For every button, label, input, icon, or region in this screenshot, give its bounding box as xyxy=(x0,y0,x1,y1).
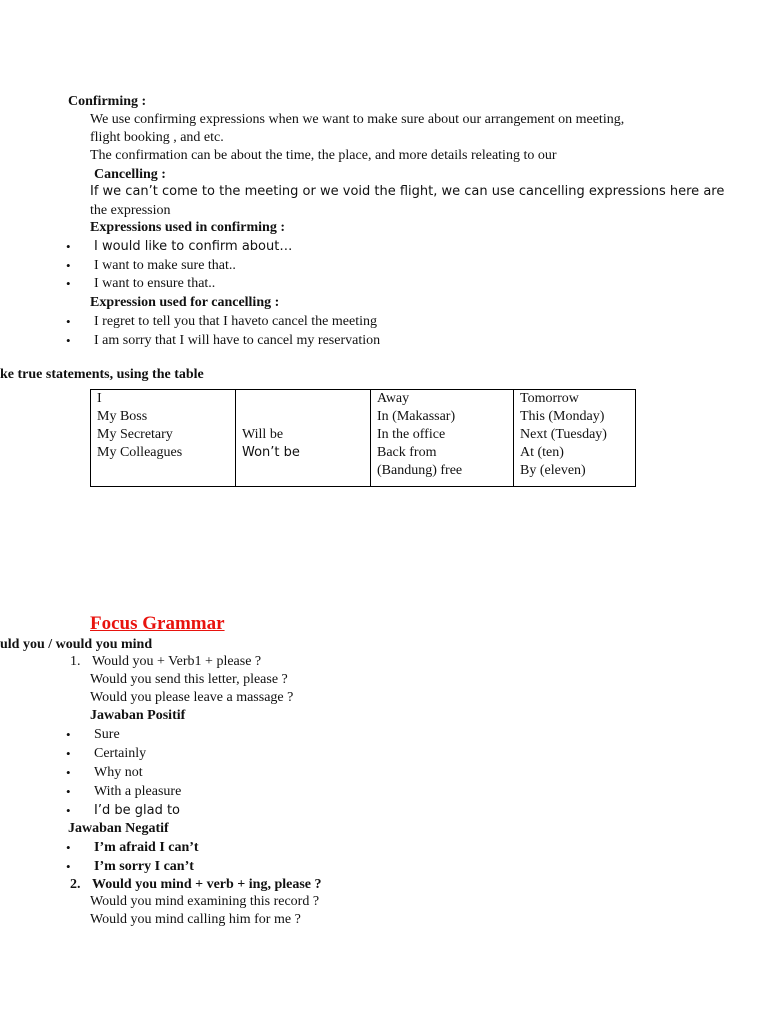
table-cell: By (eleven) xyxy=(520,463,586,478)
item-1-example-2: Would you please leave a massage ? xyxy=(90,690,294,705)
positive-item-4: With a pleasure xyxy=(94,784,182,799)
bullet-icon: • xyxy=(66,784,71,799)
table-row xyxy=(91,390,636,487)
table-cell: This (Monday) xyxy=(520,409,605,424)
confirming-line-1: We use confirming expressions when we want to make sure about our arrangement on meeting, xyxy=(90,112,625,127)
negative-item-1: I’m afraid I can’t xyxy=(94,840,199,855)
confirming-heading: Confirming : xyxy=(68,94,147,109)
time-column xyxy=(514,390,636,487)
focus-subtitle: uld you / would you mind xyxy=(0,637,153,652)
table-cell: My Boss xyxy=(97,409,148,424)
bullet-icon: • xyxy=(66,803,71,818)
bullet-icon: • xyxy=(66,727,71,742)
item-2-text: Would you mind + verb + ing, please ? xyxy=(92,877,322,892)
confirming-expressions-heading: Expressions used in confirming : xyxy=(90,220,285,235)
bullet-icon: • xyxy=(66,765,71,780)
focus-grammar-title: Focus Grammar xyxy=(90,613,225,634)
negative-heading: Jawaban Negatif xyxy=(68,821,169,836)
table-intro: ke true statements, using the table xyxy=(0,367,204,382)
bullet-icon: • xyxy=(66,746,71,761)
confirming-expression-3: I want to ensure that.. xyxy=(94,276,216,291)
table-cell: In (Makassar) xyxy=(377,409,456,424)
bullet-icon: • xyxy=(66,258,71,273)
table-cell: Will be xyxy=(242,427,284,442)
table-cell: Away xyxy=(377,391,410,406)
cancelling-line-2: the expression xyxy=(90,203,171,218)
item-2-example-2: Would you mind calling him for me ? xyxy=(90,912,301,927)
cancelling-expression-2: I am sorry that I will have to cancel my reservation xyxy=(94,333,381,348)
table-cell: At (ten) xyxy=(520,445,564,460)
table-cell: In the office xyxy=(377,427,446,442)
confirming-expression-2: I want to make sure that.. xyxy=(94,258,236,273)
subject-column xyxy=(91,390,236,487)
negative-item-2: I’m sorry I can’t xyxy=(94,859,194,874)
positive-item-3: Why not xyxy=(94,765,143,780)
cancelling-expression-1: I regret to tell you that I haveto cancel the meeting xyxy=(94,314,377,329)
item-1-text: Would you + Verb1 + please ? xyxy=(92,654,262,669)
table-cell: My Secretary xyxy=(97,427,173,442)
item-1-number: 1. xyxy=(70,654,81,669)
bullet-icon: • xyxy=(66,859,71,874)
item-1-example-1: Would you send this letter, please ? xyxy=(90,672,288,687)
positive-item-2: Certainly xyxy=(94,746,147,761)
item-2-number: 2. xyxy=(70,877,81,892)
cancelling-heading: Cancelling : xyxy=(94,167,166,182)
table-cell: Next (Tuesday) xyxy=(520,427,607,442)
positive-heading: Jawaban Positif xyxy=(90,708,186,723)
bullet-icon: • xyxy=(66,276,71,291)
positive-item-1: Sure xyxy=(94,727,120,742)
cancelling-line-1: If we can’t come to the meeting or we void the flight, we can use cancelling expressions here are xyxy=(90,184,725,199)
table-cell: (Bandung) free xyxy=(377,463,463,478)
verb-column xyxy=(236,390,371,487)
bullet-icon: • xyxy=(66,333,71,348)
table-cell: I xyxy=(97,391,102,406)
positive-item-5: I’d be glad to xyxy=(94,803,180,818)
confirming-expression-1: I would like to confirm about… xyxy=(94,239,293,254)
bullet-icon: • xyxy=(66,314,71,329)
cancelling-expressions-heading: Expression used for cancelling : xyxy=(90,295,280,310)
bullet-icon: • xyxy=(66,840,71,855)
table-cell: Won’t be xyxy=(242,445,300,460)
item-2-example-1: Would you mind examining this record ? xyxy=(90,894,320,909)
confirming-line-2: flight booking , and etc. xyxy=(90,130,224,145)
table-cell: My Colleagues xyxy=(97,445,183,460)
place-column xyxy=(371,390,514,487)
substitution-table xyxy=(90,389,636,487)
bullet-icon: • xyxy=(66,239,71,254)
table-cell: Back from xyxy=(377,445,437,460)
table-cell: Tomorrow xyxy=(520,391,579,406)
confirming-line-3: The confirmation can be about the time, the place, and more details releating to our xyxy=(90,148,557,163)
